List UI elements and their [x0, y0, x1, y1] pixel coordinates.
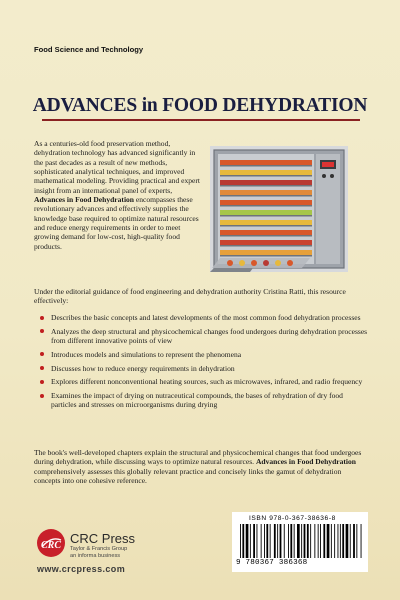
- publisher-url: www.crcpress.com: [37, 564, 126, 574]
- isbn-label: ISBN 978-0-367-38636-8: [249, 515, 336, 522]
- list-item: Examines the impact of drying on nutraceutical compounds, the bases of rehydration of dry food particles and stresses on microorganisms during drying: [34, 391, 370, 410]
- bullet-icon: [40, 394, 44, 398]
- intro-text-1: As a centuries-old food preservation method, dehydration technology has advanced significantly in the past decades as a result of new methods, sophisticated analytical techniques, and improved mathematical modeling. Providing practical and expert insight from an international panel of experts,: [34, 139, 200, 195]
- title-underline: [42, 119, 360, 121]
- closing-text-2: comprehensively assesses this globally relevant practice and concisely links the gamut of dehydration concepts into one cohesive reference.: [34, 466, 342, 486]
- list-item: Explores different nonconventional heating sources, such as microwaves, infrared, and radio frequency: [34, 377, 370, 386]
- crc-press-logo-icon: [36, 528, 66, 558]
- intro-paragraph: [34, 139, 202, 251]
- book-title: ADVANCES in FOOD DEHYDRATION: [32, 95, 368, 116]
- closing-text-1: The book's well-developed chapters explain the structural and physicochemical changes that food undergoes during dehydration, while discussing ways to optimize natural resources.: [34, 448, 362, 467]
- closing-book-name: Advances in Food Dehydration: [255, 457, 356, 467]
- intro-text-2: encompasses these revolutionary advances and effectively supplies the knowledge base required to optimize natural resources and reduce energy requirements in order to meet growing demand for low-cost, high-quality food products.: [34, 195, 199, 251]
- bullet-icon: [40, 380, 44, 384]
- list-item: Introduces models and simulations to represent the phenomena: [34, 350, 370, 359]
- food-dehydrator-photo: [210, 146, 348, 272]
- logo-text: CRC: [40, 540, 62, 551]
- series-label: Food Science and Technology: [34, 45, 144, 54]
- editor-paragraph: Under the editorial guidance of food engineering and dehydration authority Cristina Ratti, this resource effectively:: [34, 287, 346, 306]
- bullet-icon: [40, 366, 44, 370]
- list-item: Describes the basic concepts and latest developments of the most common food dehydration processes: [34, 313, 370, 322]
- bullet-icon: [40, 316, 44, 320]
- bullet-icon: [40, 352, 44, 356]
- list-item: Analyzes the deep structural and physicochemical changes food undergoes during dehydration processes from different innovative points of view: [34, 327, 370, 346]
- publisher-group: Taylor & Francis Group: [70, 546, 128, 552]
- bullet-icon: [40, 329, 44, 333]
- publisher-name: CRC Press: [70, 531, 136, 546]
- list-item: Discusses how to reduce energy requirements in dehydration: [34, 364, 370, 373]
- barcode-digits: 9 780367 386368: [236, 559, 308, 567]
- closing-paragraph: [34, 448, 366, 485]
- intro-book-name: Advances in Food Dehydration: [34, 195, 135, 205]
- publisher-tagline: an informa business: [70, 553, 121, 559]
- barcode-icon: [238, 524, 364, 558]
- feature-list: [34, 313, 370, 414]
